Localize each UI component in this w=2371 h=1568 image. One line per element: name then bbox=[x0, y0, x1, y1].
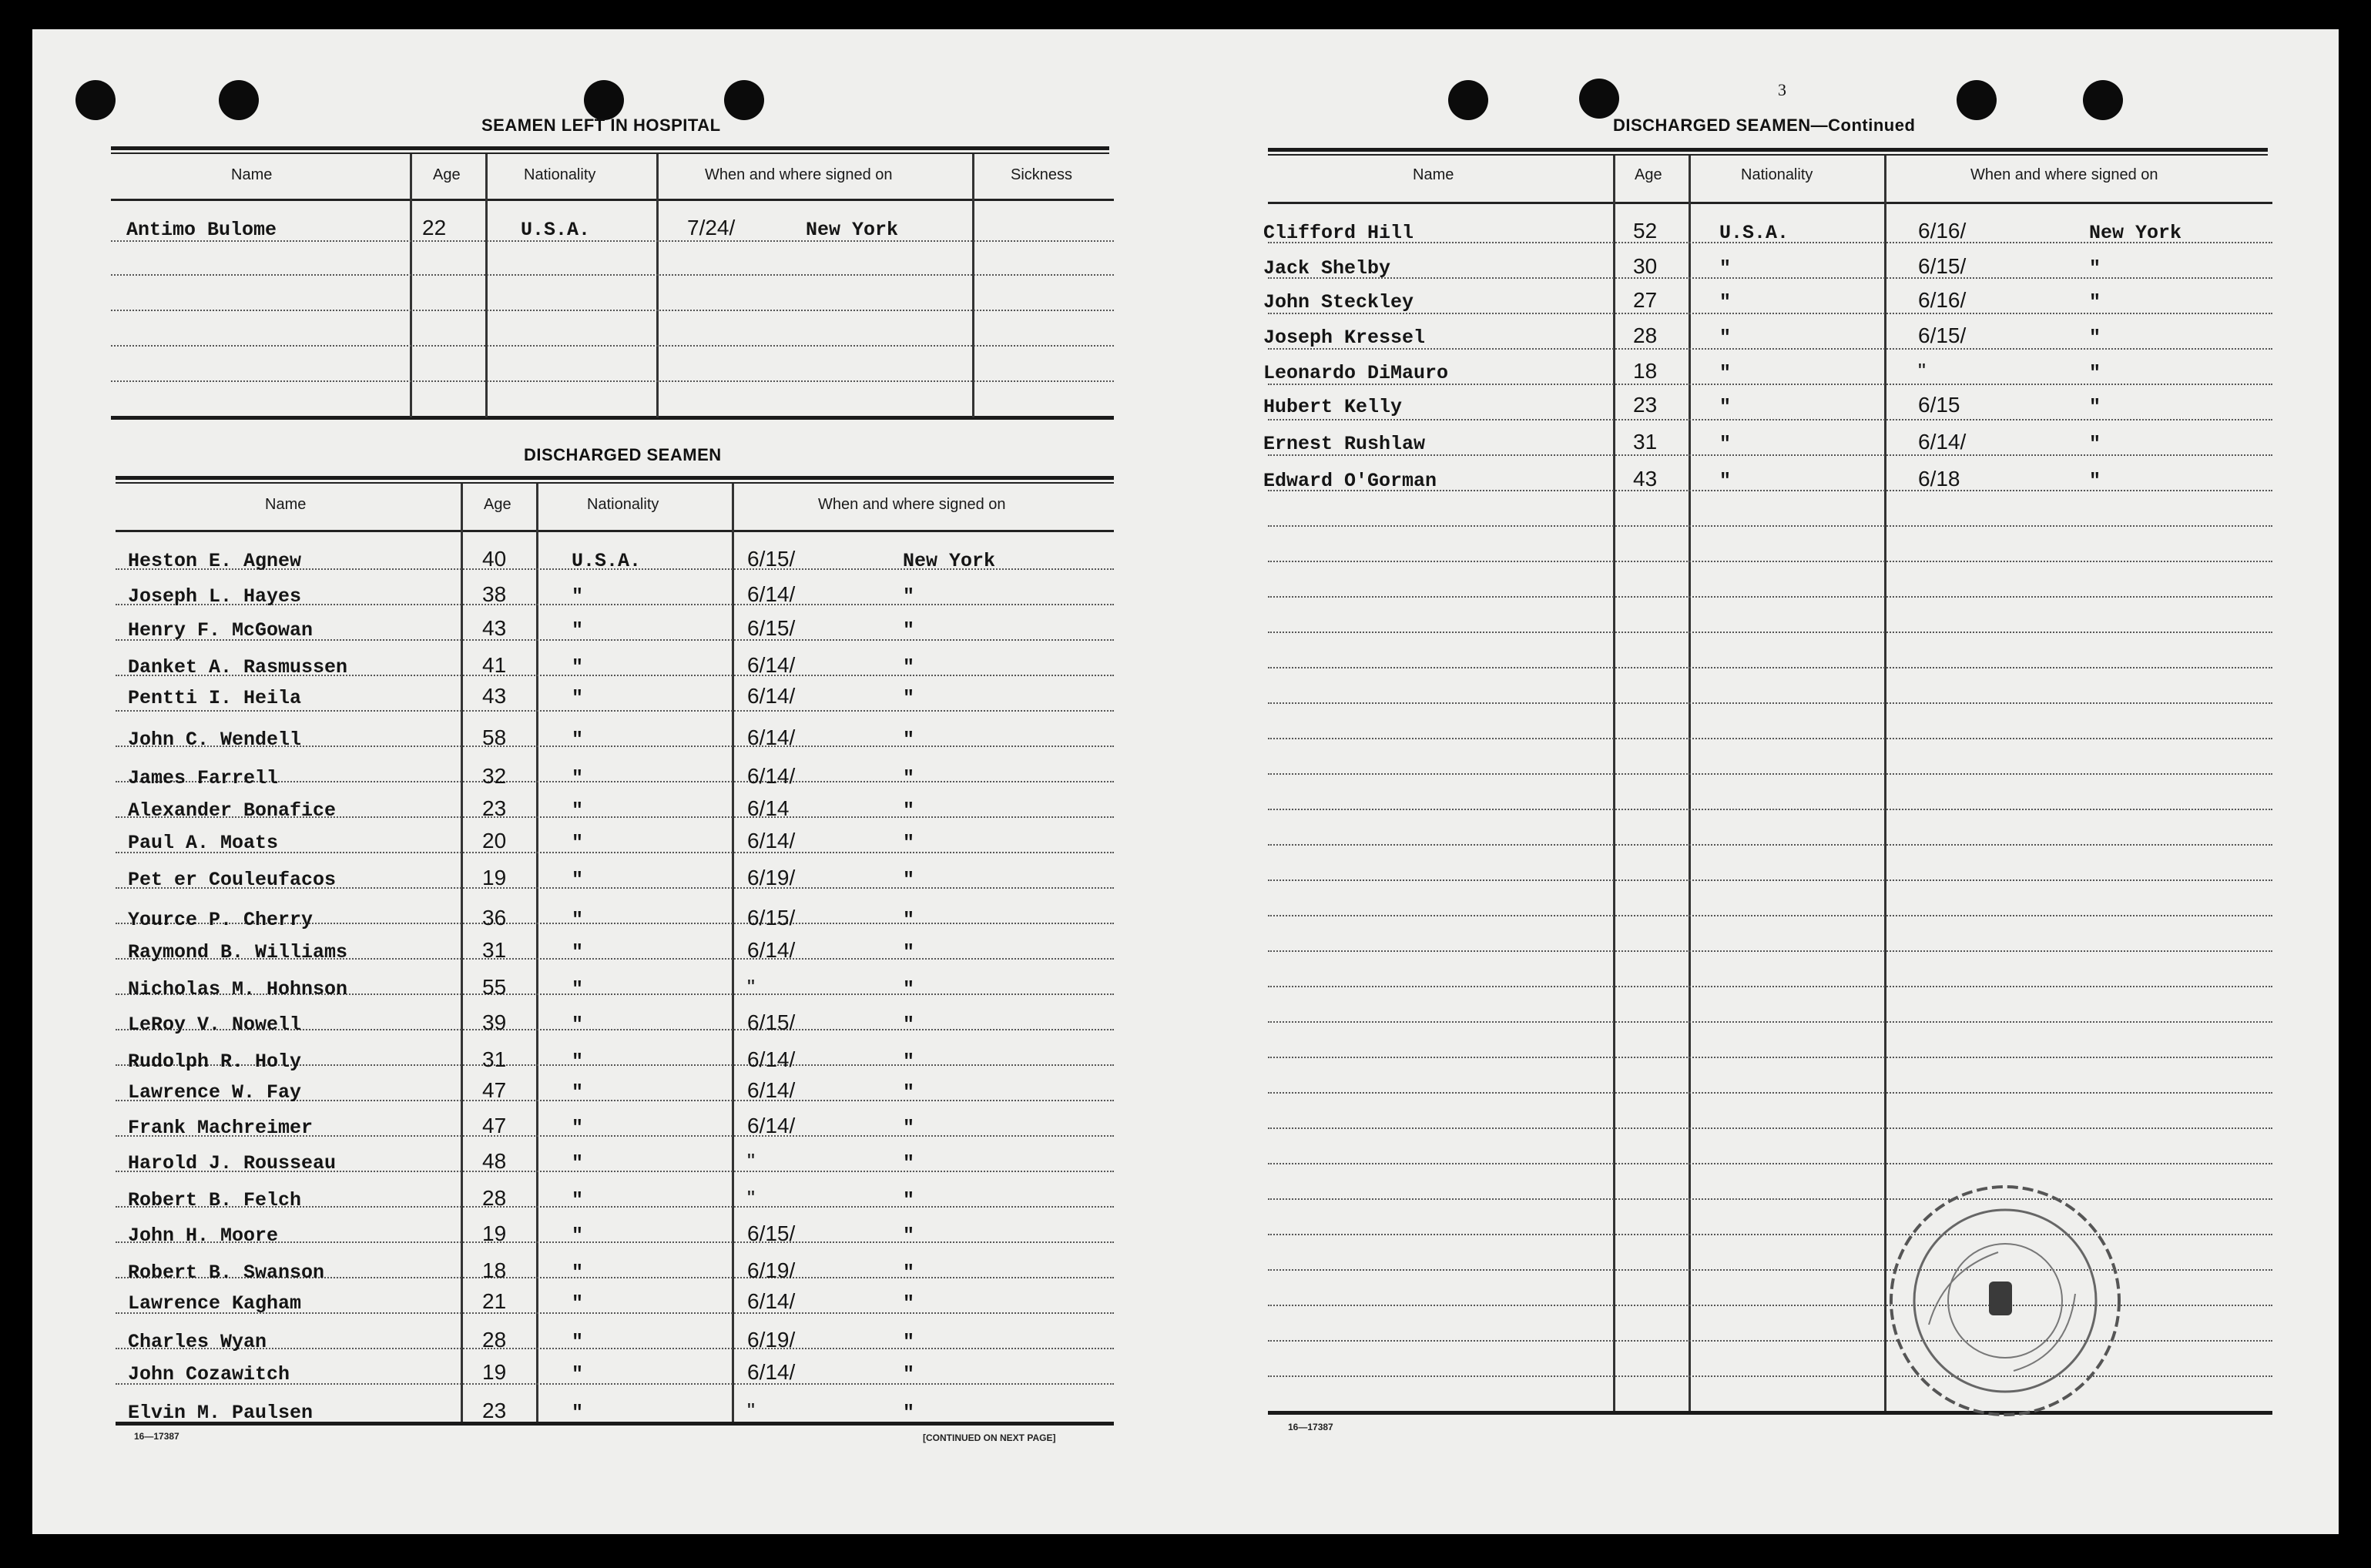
seaman-age: 48 bbox=[482, 1149, 507, 1173]
seaman-name: Charles Wyan bbox=[128, 1331, 267, 1353]
signed-on-place: " bbox=[903, 1402, 915, 1424]
punch-hole bbox=[1957, 80, 1997, 120]
rule bbox=[111, 152, 1109, 154]
discharged-title: DISCHARGED SEAMEN bbox=[524, 445, 722, 464]
seaman-name: Elvin M. Paulsen bbox=[128, 1402, 314, 1424]
seaman-age: 28 bbox=[482, 1186, 507, 1210]
signed-on-place: " bbox=[903, 941, 915, 963]
rule bbox=[116, 482, 1114, 484]
hospital-title: SEAMEN LEFT IN HOSPITAL bbox=[481, 116, 721, 135]
punch-hole bbox=[2083, 80, 2123, 120]
signed-on-place: " bbox=[903, 1292, 915, 1315]
signed-on-date: " bbox=[747, 1149, 755, 1173]
col-divider bbox=[410, 154, 412, 417]
signed-on-date: 6/14/ bbox=[747, 829, 796, 853]
seaman-name: Danket A. Rasmussen bbox=[128, 656, 348, 678]
rule bbox=[116, 476, 1114, 480]
col-header-age: Age bbox=[433, 166, 461, 183]
signed-on-place: " bbox=[903, 767, 915, 789]
signed-on-date: 6/15/ bbox=[747, 1010, 796, 1034]
signed-on-place: " bbox=[903, 687, 915, 709]
seaman-age: 43 bbox=[482, 616, 507, 640]
signed-on-place: " bbox=[2089, 433, 2101, 455]
signed-on-place: " bbox=[2089, 470, 2101, 492]
signed-on-date: 6/14/ bbox=[747, 582, 796, 606]
seaman-age: 39 bbox=[482, 1010, 507, 1034]
signed-on-date: 6/16/ bbox=[1918, 219, 1967, 243]
hospital-place: New York bbox=[806, 219, 899, 241]
seaman-nationality: U.S.A. bbox=[1719, 222, 1789, 244]
seaman-nationality: " bbox=[1719, 257, 1732, 280]
seaman-age: 58 bbox=[482, 725, 507, 749]
seaman-name: John H. Moore bbox=[128, 1225, 279, 1247]
seaman-age: 38 bbox=[482, 582, 507, 606]
seaman-nationality: " bbox=[572, 941, 584, 963]
signed-on-date: 6/15/ bbox=[747, 1221, 796, 1245]
row-line bbox=[1268, 667, 2272, 668]
seaman-name: Yource P. Cherry bbox=[128, 909, 314, 931]
signed-on-place: " bbox=[903, 1081, 915, 1104]
col-header-age: Age bbox=[484, 496, 511, 513]
signed-on-place: " bbox=[903, 1117, 915, 1139]
signed-on-place: " bbox=[2089, 257, 2101, 280]
seaman-age: 40 bbox=[482, 547, 507, 571]
row-line bbox=[1268, 950, 2272, 952]
signed-on-place: " bbox=[903, 799, 915, 822]
seaman-age: 41 bbox=[482, 653, 507, 677]
row-line bbox=[1268, 844, 2272, 846]
row-line bbox=[111, 274, 1114, 276]
col-header-nationality: Nationality bbox=[1741, 166, 1813, 183]
signed-on-date: 6/14/ bbox=[747, 684, 796, 708]
signed-on-place: " bbox=[903, 1152, 915, 1174]
seaman-nationality: " bbox=[1719, 362, 1732, 384]
seaman-nationality: " bbox=[572, 832, 584, 854]
signed-on-date: " bbox=[747, 975, 755, 999]
row-line bbox=[116, 710, 1114, 712]
col-divider bbox=[732, 484, 734, 1422]
signed-on-date: 6/15/ bbox=[1918, 254, 1967, 278]
signed-on-date: 6/14/ bbox=[747, 938, 796, 962]
col-header-sickness: Sickness bbox=[1011, 166, 1073, 183]
signed-on-place: " bbox=[903, 585, 915, 608]
seaman-name: Pentti I. Heila bbox=[128, 687, 302, 709]
signed-on-place: " bbox=[903, 619, 915, 642]
row-line bbox=[1268, 277, 2272, 279]
seaman-nationality: " bbox=[572, 1261, 584, 1284]
seaman-nationality: " bbox=[572, 1331, 584, 1353]
seaman-age: 52 bbox=[1633, 219, 1658, 243]
seaman-nationality: " bbox=[572, 1189, 584, 1211]
seaman-name: John Cozawitch bbox=[128, 1363, 290, 1385]
seaman-age: 28 bbox=[1633, 323, 1658, 347]
signed-on-date: 6/15/ bbox=[1918, 323, 1967, 347]
seaman-nationality: " bbox=[572, 1402, 584, 1424]
row-line bbox=[1268, 313, 2272, 314]
seaman-age: 30 bbox=[1633, 254, 1658, 278]
seaman-name: John Steckley bbox=[1263, 291, 1414, 313]
seaman-age: 19 bbox=[482, 866, 507, 890]
seaman-nationality: " bbox=[572, 869, 584, 891]
seaman-age: 28 bbox=[482, 1328, 507, 1352]
signed-on-date: 6/19/ bbox=[747, 1328, 796, 1352]
seaman-name: John C. Wendell bbox=[128, 729, 302, 751]
col-divider bbox=[656, 154, 659, 417]
seaman-name: Ernest Rushlaw bbox=[1263, 433, 1426, 455]
col-header-name: Name bbox=[1413, 166, 1454, 183]
signed-on-place: " bbox=[2089, 362, 2101, 384]
seaman-age: 23 bbox=[482, 796, 507, 820]
seaman-nationality: " bbox=[572, 1225, 584, 1247]
seaman-age: 43 bbox=[1633, 467, 1658, 491]
col-header-nationality: Nationality bbox=[587, 496, 659, 513]
continued-note: [CONTINUED ON NEXT PAGE] bbox=[923, 1432, 1056, 1443]
signed-on-date: 6/19/ bbox=[747, 1258, 796, 1282]
seaman-name: Jack Shelby bbox=[1263, 257, 1391, 280]
seaman-name: Paul A. Moats bbox=[128, 832, 279, 854]
seaman-nationality: " bbox=[572, 585, 584, 608]
signed-on-place: " bbox=[903, 909, 915, 931]
seaman-nationality: " bbox=[572, 729, 584, 751]
row-line bbox=[1268, 879, 2272, 881]
row-line bbox=[1268, 419, 2272, 420]
signed-on-date: 6/19/ bbox=[747, 866, 796, 890]
hospital-nationality: U.S.A. bbox=[521, 219, 591, 241]
seaman-age: 47 bbox=[482, 1078, 507, 1102]
signed-on-date: 6/14/ bbox=[747, 764, 796, 788]
signed-on-date: " bbox=[1918, 359, 1926, 383]
signed-on-place: " bbox=[903, 1225, 915, 1247]
seaman-name: Lawrence W. Fay bbox=[128, 1081, 302, 1104]
row-line bbox=[1268, 525, 2272, 527]
row-line bbox=[1268, 986, 2272, 987]
seaman-nationality: " bbox=[572, 1292, 584, 1315]
signed-on-date: 6/14/ bbox=[747, 1289, 796, 1313]
signed-on-date: 6/14/ bbox=[747, 725, 796, 749]
signed-on-date: 6/14/ bbox=[1918, 430, 1967, 454]
col-header-signed-on: When and where signed on bbox=[1970, 166, 2158, 183]
signed-on-place: " bbox=[2089, 327, 2101, 349]
col-header-nationality: Nationality bbox=[524, 166, 596, 183]
discharged-continued-title: DISCHARGED SEAMEN—Continued bbox=[1613, 116, 1916, 135]
signed-on-place: " bbox=[2089, 291, 2101, 313]
signed-on-place: " bbox=[903, 1363, 915, 1385]
seaman-nationality: " bbox=[572, 1152, 584, 1174]
seaman-nationality: " bbox=[1719, 396, 1732, 418]
row-line bbox=[1268, 773, 2272, 775]
col-header-name: Name bbox=[265, 496, 307, 513]
row-line bbox=[1268, 1127, 2272, 1129]
signed-on-place: " bbox=[903, 978, 915, 1000]
row-line bbox=[1268, 809, 2272, 810]
signed-on-date: 6/14/ bbox=[747, 1360, 796, 1384]
seaman-name: Leonardo DiMauro bbox=[1263, 362, 1449, 384]
seaman-age: 20 bbox=[482, 829, 507, 853]
seaman-nationality: " bbox=[572, 656, 584, 678]
col-divider bbox=[1613, 156, 1615, 1411]
row-line bbox=[1268, 1021, 2272, 1023]
row-line bbox=[1268, 596, 2272, 598]
seaman-name: Robert B. Swanson bbox=[128, 1261, 325, 1284]
form-number: 16—17387 bbox=[134, 1431, 179, 1442]
punch-hole bbox=[1579, 79, 1619, 119]
seaman-nationality: " bbox=[572, 619, 584, 642]
seaman-name: Lawrence Kagham bbox=[128, 1292, 302, 1315]
signed-on-date: 6/14/ bbox=[747, 1114, 796, 1137]
rule bbox=[111, 146, 1109, 150]
seaman-name: Alexander Bonafice bbox=[128, 799, 337, 822]
seaman-age: 23 bbox=[1633, 393, 1658, 417]
page-number: 3 bbox=[1778, 80, 1786, 99]
signed-on-place: " bbox=[2089, 396, 2101, 418]
seaman-nationality: U.S.A. bbox=[572, 550, 642, 572]
seaman-nationality: " bbox=[572, 799, 584, 822]
row-line bbox=[1268, 1057, 2272, 1058]
signed-on-date: 6/16/ bbox=[1918, 288, 1967, 312]
seaman-name: Nicholas M. Hohnson bbox=[128, 978, 348, 1000]
seaman-nationality: " bbox=[1719, 470, 1732, 492]
seaman-name: LeRoy V. Nowell bbox=[128, 1014, 302, 1036]
seaman-age: 36 bbox=[482, 906, 507, 930]
seaman-name: Joseph L. Hayes bbox=[128, 585, 302, 608]
seaman-name: Frank Machreimer bbox=[128, 1117, 314, 1139]
signed-on-date: " bbox=[747, 1186, 755, 1210]
row-line bbox=[111, 310, 1114, 311]
seaman-age: 31 bbox=[482, 1047, 507, 1071]
seaman-name: Clifford Hill bbox=[1263, 222, 1414, 244]
signed-on-date: 6/14/ bbox=[747, 1078, 796, 1102]
rule bbox=[1268, 202, 2272, 204]
seaman-nationality: " bbox=[572, 687, 584, 709]
punch-hole bbox=[584, 80, 624, 120]
seaman-name: Harold J. Rousseau bbox=[128, 1152, 337, 1174]
seaman-nationality: " bbox=[572, 1050, 584, 1073]
rule bbox=[111, 416, 1114, 420]
seaman-nationality: " bbox=[572, 978, 584, 1000]
seaman-age: 31 bbox=[482, 938, 507, 962]
seaman-nationality: " bbox=[572, 1117, 584, 1139]
seaman-nationality: " bbox=[572, 1363, 584, 1385]
seaman-name: Robert B. Felch bbox=[128, 1189, 302, 1211]
seaman-age: 18 bbox=[482, 1258, 507, 1282]
signed-on-date: 6/14/ bbox=[747, 1047, 796, 1071]
hospital-age: 22 bbox=[422, 216, 447, 240]
signed-on-place: New York bbox=[2089, 222, 2182, 244]
col-divider bbox=[1689, 156, 1691, 1411]
row-line bbox=[1268, 738, 2272, 739]
seaman-age: 32 bbox=[482, 764, 507, 788]
seaman-name: Joseph Kressel bbox=[1263, 327, 1426, 349]
seaman-age: 21 bbox=[482, 1289, 507, 1313]
signed-on-place: " bbox=[903, 1014, 915, 1036]
col-divider bbox=[536, 484, 538, 1422]
row-line bbox=[1268, 702, 2272, 704]
seaman-age: 31 bbox=[1633, 430, 1658, 454]
row-line bbox=[111, 345, 1114, 347]
seaman-name: Heston E. Agnew bbox=[128, 550, 302, 572]
signed-on-date: 6/15 bbox=[1918, 393, 1960, 417]
punch-hole bbox=[724, 80, 764, 120]
seaman-age: 19 bbox=[482, 1221, 507, 1245]
col-header-name: Name bbox=[231, 166, 273, 183]
row-line bbox=[111, 380, 1114, 382]
col-divider bbox=[972, 154, 974, 417]
seaman-age: 23 bbox=[482, 1399, 507, 1422]
col-header-signed-on: When and where signed on bbox=[818, 496, 1006, 513]
immigration-stamp bbox=[1883, 1178, 2128, 1423]
signed-on-place: " bbox=[903, 1189, 915, 1211]
col-divider bbox=[485, 154, 488, 417]
seaman-nationality: " bbox=[572, 1081, 584, 1104]
col-header-age: Age bbox=[1635, 166, 1662, 183]
seaman-nationality: " bbox=[572, 1014, 584, 1036]
row-line bbox=[1268, 561, 2272, 562]
seaman-name: Hubert Kelly bbox=[1263, 396, 1403, 418]
hospital-date: 7/24/ bbox=[687, 216, 736, 240]
seaman-age: 27 bbox=[1633, 288, 1658, 312]
seaman-name: Edward O'Gorman bbox=[1263, 470, 1437, 492]
seaman-nationality: " bbox=[572, 909, 584, 931]
signed-on-date: 6/15/ bbox=[747, 906, 796, 930]
rule bbox=[111, 199, 1114, 201]
signed-on-place: " bbox=[903, 729, 915, 751]
col-divider bbox=[461, 484, 463, 1422]
signed-on-place: " bbox=[903, 656, 915, 678]
signed-on-place: " bbox=[903, 1331, 915, 1353]
seaman-nationality: " bbox=[1719, 433, 1732, 455]
seaman-age: 18 bbox=[1633, 359, 1658, 383]
punch-hole bbox=[1448, 80, 1488, 120]
row-line bbox=[1268, 1092, 2272, 1094]
seaman-name: Rudolph R. Holy bbox=[128, 1050, 302, 1073]
seaman-age: 47 bbox=[482, 1114, 507, 1137]
signed-on-date: 6/14/ bbox=[747, 653, 796, 677]
signed-on-place: " bbox=[903, 869, 915, 891]
seaman-age: 19 bbox=[482, 1360, 507, 1384]
rule bbox=[1268, 154, 2268, 156]
seaman-nationality: " bbox=[1719, 291, 1732, 313]
signed-on-place: " bbox=[903, 1261, 915, 1284]
row-line bbox=[1268, 915, 2272, 916]
seaman-age: 55 bbox=[482, 975, 507, 999]
signed-on-date: 6/15/ bbox=[747, 547, 796, 571]
seaman-name: Raymond B. Williams bbox=[128, 941, 348, 963]
signed-on-place: " bbox=[903, 832, 915, 854]
seaman-nationality: " bbox=[572, 767, 584, 789]
rule bbox=[116, 530, 1114, 532]
signed-on-date: " bbox=[747, 1399, 755, 1422]
form-number: 16—17387 bbox=[1288, 1422, 1333, 1432]
punch-hole bbox=[75, 80, 116, 120]
signed-on-date: 6/15/ bbox=[747, 616, 796, 640]
seaman-name: James Farrell bbox=[128, 767, 279, 789]
signed-on-date: 6/14 bbox=[747, 796, 790, 820]
row-line bbox=[1268, 1163, 2272, 1164]
seaman-name: Pet er Couleufacos bbox=[128, 869, 337, 891]
seaman-name: Henry F. McGowan bbox=[128, 619, 314, 642]
hospital-name: Antimo Bulome bbox=[126, 219, 277, 241]
punch-hole bbox=[219, 80, 259, 120]
seaman-nationality: " bbox=[1719, 327, 1732, 349]
signed-on-date: 6/18 bbox=[1918, 467, 1960, 491]
row-line bbox=[1268, 632, 2272, 633]
rule bbox=[1268, 148, 2268, 152]
signed-on-place: " bbox=[903, 1050, 915, 1073]
col-header-signed-on: When and where signed on bbox=[705, 166, 893, 183]
seaman-age: 43 bbox=[482, 684, 507, 708]
signed-on-place: New York bbox=[903, 550, 996, 572]
